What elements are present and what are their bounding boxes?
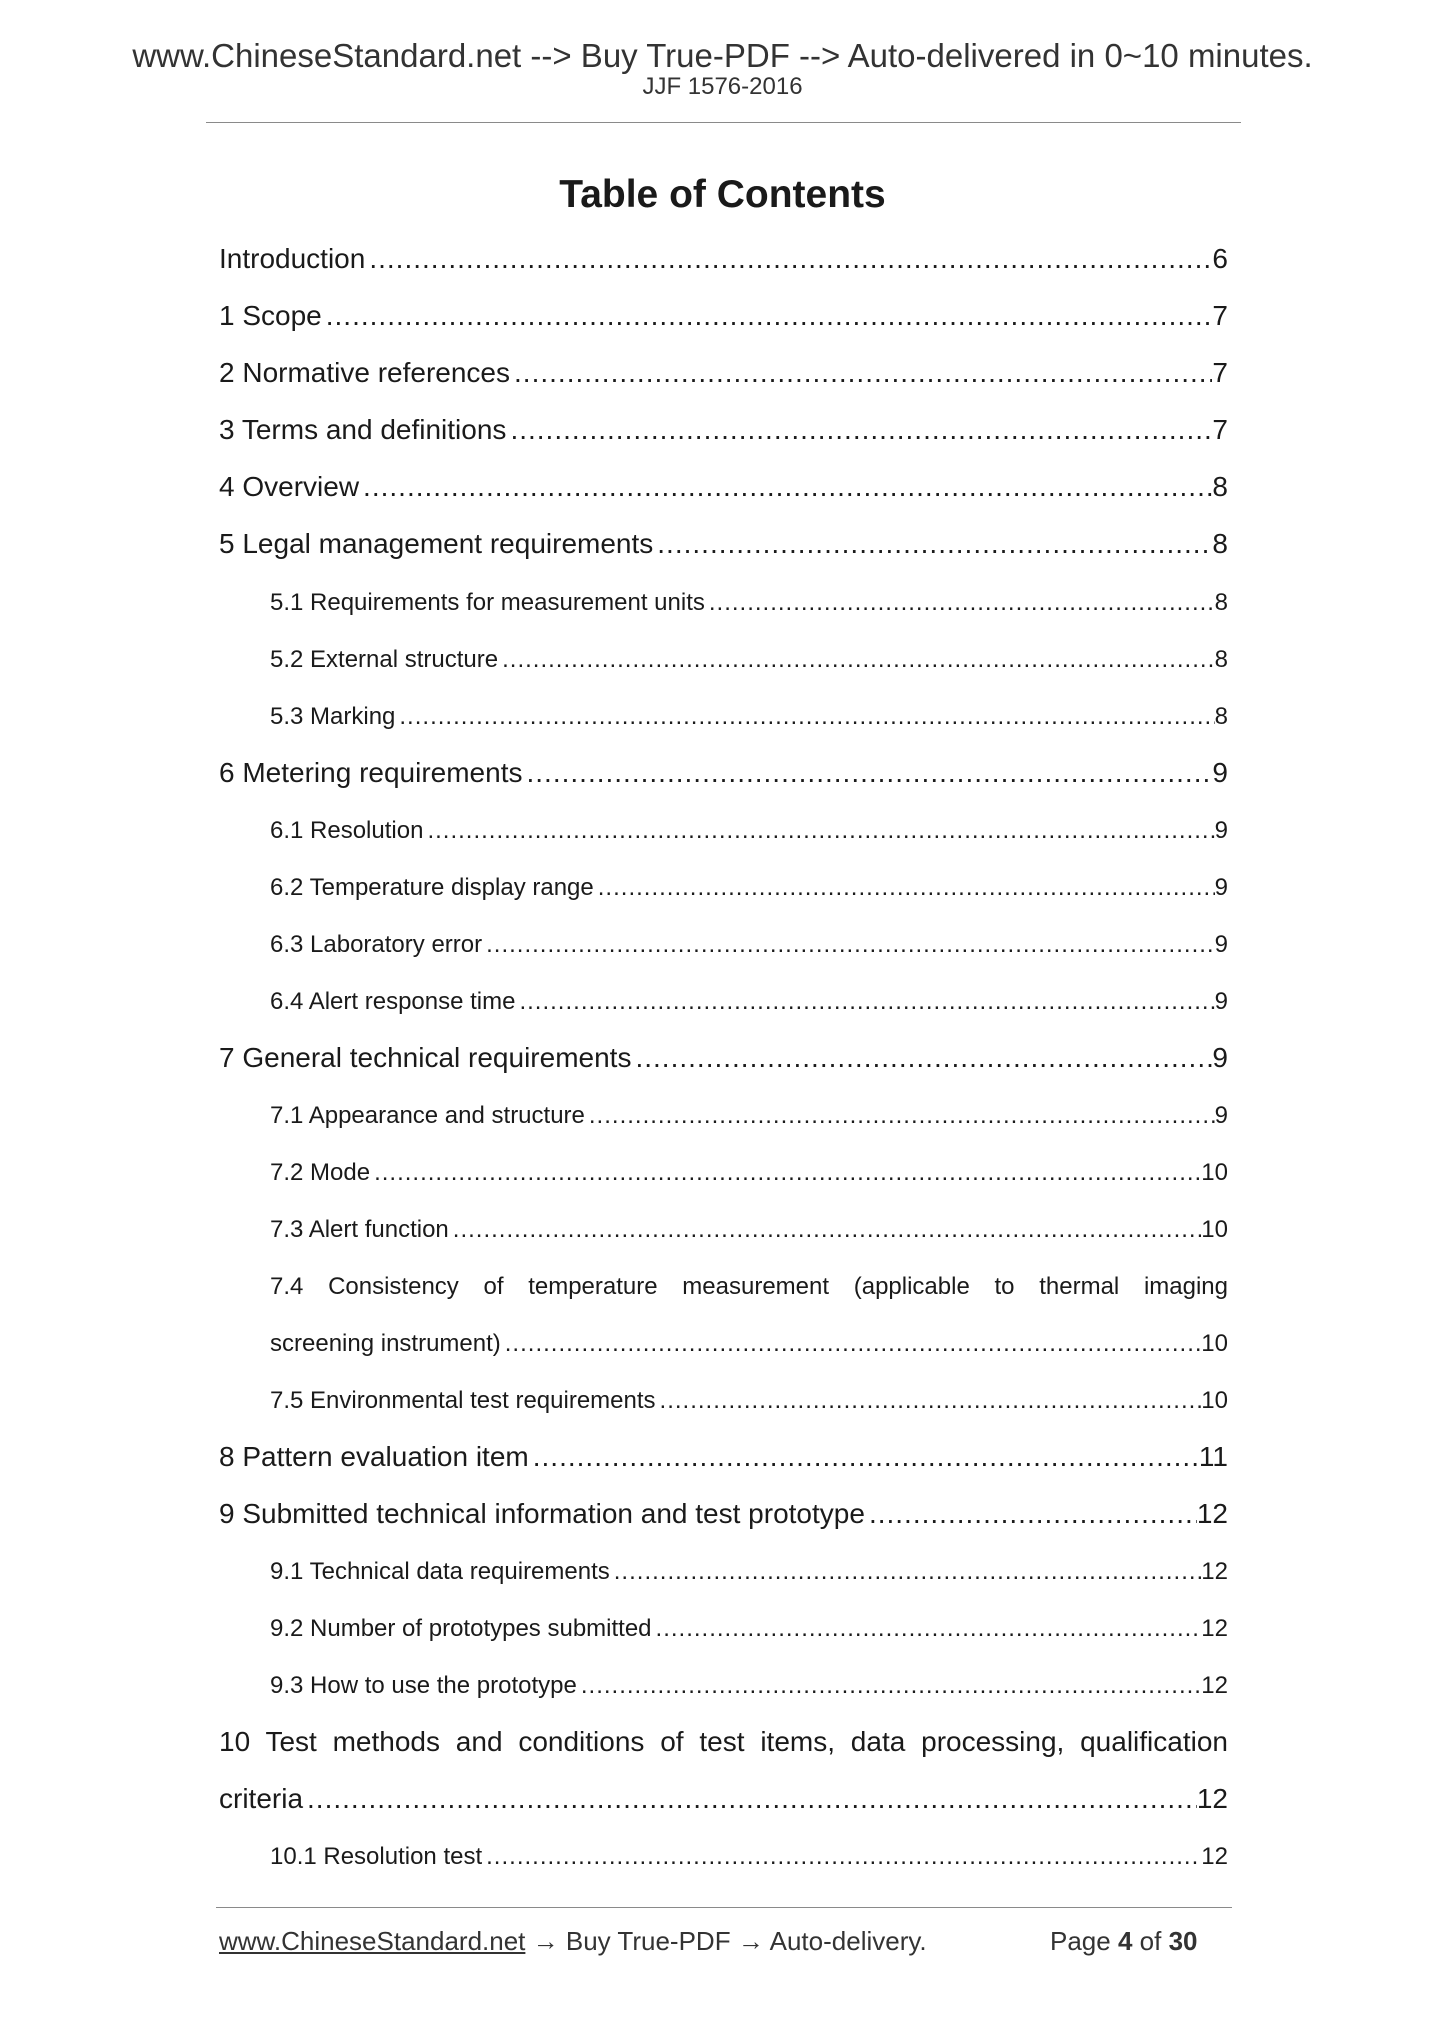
toc-entry-page: 7 xyxy=(1212,414,1228,445)
toc-leader-dots xyxy=(610,1556,1202,1588)
toc-entry-label: 9.3 How to use the prototype xyxy=(270,1672,577,1699)
toc-leader-dots xyxy=(865,1496,1197,1532)
toc-entry-label: screening instrument) xyxy=(270,1330,501,1357)
toc-entry-metering-requirements[interactable] xyxy=(219,755,1228,791)
toc-entry-label: 5.3 Marking xyxy=(270,703,396,730)
toc-entry-overview[interactable] xyxy=(219,469,1228,505)
toc-entry-label: 7.3 Alert function xyxy=(270,1216,449,1243)
header-divider xyxy=(206,122,1241,123)
header-banner: www.ChineseStandard.net --> Buy True-PDF --> Auto-delivered in 0~10 minutes. xyxy=(132,37,1313,74)
toc-entry-environmental-test[interactable] xyxy=(270,1385,1228,1417)
toc-entry-laboratory-error[interactable] xyxy=(270,929,1228,961)
toc-entry-label: 6.2 Temperature display range xyxy=(270,874,594,901)
toc-entry-page: 9 xyxy=(1212,757,1228,788)
toc-entry-label: 5.2 External structure xyxy=(270,646,499,673)
toc-entry-normative-references[interactable] xyxy=(219,355,1228,391)
toc-entry-page: 9 xyxy=(1212,1042,1228,1073)
toc-entry-label: 6.3 Laboratory error xyxy=(270,931,483,958)
toc-entry-consistency-line2[interactable] xyxy=(270,1328,1228,1360)
toc-entry-label: Introduction xyxy=(219,243,366,274)
toc-leader-dots xyxy=(395,701,1214,733)
toc-leader-dots xyxy=(656,1385,1202,1417)
arrow-right-icon: → xyxy=(532,1926,559,1956)
toc-leader-dots xyxy=(498,644,1215,676)
toc-leader-dots xyxy=(322,298,1213,334)
toc-leader-dots xyxy=(522,755,1212,791)
toc-entry-page: 12 xyxy=(1196,1498,1228,1529)
toc-leader-dots xyxy=(482,929,1215,961)
toc-entry-label: 7.2 Mode xyxy=(270,1159,371,1186)
toc-leader-dots xyxy=(501,1328,1202,1360)
toc-leader-dots xyxy=(577,1670,1201,1702)
toc-entry-page: 10 xyxy=(1201,1387,1228,1414)
toc-leader-dots xyxy=(585,1100,1215,1132)
toc-leader-dots xyxy=(449,1214,1202,1246)
toc-leader-dots xyxy=(631,1040,1212,1076)
toc-entry-page: 8 xyxy=(1212,528,1228,559)
toc-entry-test-methods-line2[interactable] xyxy=(219,1781,1228,1817)
toc-entry-page: 8 xyxy=(1212,471,1228,502)
page-indicator xyxy=(1050,1924,1198,1958)
footer-divider xyxy=(216,1907,1232,1908)
arrow-right-icon: → xyxy=(737,1926,764,1956)
toc-leader-dots xyxy=(594,872,1215,904)
toc-entry-label: 5 Legal management requirements xyxy=(219,528,654,559)
toc-entry-label: 2 Normative references xyxy=(219,357,511,388)
toc-entry-page: 10 xyxy=(1201,1330,1228,1357)
toc-entry-label: 3 Terms and definitions xyxy=(219,414,507,445)
toc-entry-page: 12 xyxy=(1201,1672,1228,1699)
toc-entry-label: 7.1 Appearance and structure xyxy=(270,1102,585,1129)
toc-leader-dots xyxy=(423,815,1214,847)
toc-leader-dots xyxy=(515,986,1214,1018)
toc-entry-submitted-information[interactable] xyxy=(219,1496,1228,1532)
page-word: Page xyxy=(1050,1926,1111,1956)
toc-entry-label: 6 Metering requirements xyxy=(219,757,523,788)
toc-leader-dots xyxy=(506,412,1212,448)
toc-entry-page: 12 xyxy=(1201,1615,1228,1642)
toc-entry-appearance-structure[interactable] xyxy=(270,1100,1228,1132)
toc-entry-page: 8 xyxy=(1214,703,1228,730)
toc-entry-technical-data[interactable] xyxy=(270,1556,1228,1588)
toc-entry-pattern-evaluation[interactable] xyxy=(219,1439,1228,1475)
toc-entry-label: 6.1 Resolution xyxy=(270,817,424,844)
footer-buy-text: Buy True-PDF xyxy=(565,1926,731,1956)
toc-leader-dots xyxy=(705,587,1215,619)
page-total: 30 xyxy=(1168,1926,1198,1956)
toc-entry-consistency-line1[interactable]: 7.4 Consistency of temperature measurement (applicable to thermal imaging xyxy=(270,1273,1228,1300)
toc-entry-page: 9 xyxy=(1214,931,1228,958)
of-word: of xyxy=(1139,1926,1162,1956)
toc-leader-dots xyxy=(529,1439,1199,1475)
toc-entry-use-prototype[interactable] xyxy=(270,1670,1228,1702)
toc-leader-dots xyxy=(510,355,1212,391)
toc-entry-label: 7.5 Environmental test requirements xyxy=(270,1387,656,1414)
toc-entry-mode[interactable] xyxy=(270,1157,1228,1189)
toc-entry-page: 9 xyxy=(1214,874,1228,901)
toc-entry-page: 12 xyxy=(1201,1558,1228,1585)
footer-site-link[interactable]: www.ChineseStandard.net xyxy=(219,1926,526,1956)
toc-leader-dots xyxy=(653,526,1212,562)
toc-entry-label: 4 Overview xyxy=(219,471,360,502)
toc-entry-alert-function[interactable] xyxy=(270,1214,1228,1246)
toc-entry-temperature-display-range[interactable] xyxy=(270,872,1228,904)
toc-entry-page: 10 xyxy=(1201,1159,1228,1186)
toc-entry-page: 9 xyxy=(1214,1102,1228,1129)
toc-entry-label: 9.2 Number of prototypes submitted xyxy=(270,1615,652,1642)
toc-entry-number-of-prototypes[interactable] xyxy=(270,1613,1228,1645)
toc-entry-test-methods-line1[interactable]: 10 Test methods and conditions of test items, data processing, qualification xyxy=(219,1726,1228,1757)
toc-entry-page: 9 xyxy=(1214,817,1228,844)
toc-entry-label: 1 Scope xyxy=(219,300,322,331)
toc-leader-dots xyxy=(359,469,1212,505)
toc-entry-label: criteria xyxy=(219,1783,304,1814)
toc-leader-dots xyxy=(303,1781,1197,1817)
toc-entry-general-technical[interactable] xyxy=(219,1040,1228,1076)
toc-leader-dots xyxy=(482,1841,1201,1873)
toc-entry-page: 7 xyxy=(1212,300,1228,331)
toc-entry-page: 10 xyxy=(1201,1216,1228,1243)
toc-entry-measurement-units[interactable] xyxy=(270,587,1228,619)
document-code: JJF 1576-2016 xyxy=(642,73,803,100)
toc-entry-terms-and-definitions[interactable] xyxy=(219,412,1228,448)
toc-entry-external-structure[interactable] xyxy=(270,644,1228,676)
toc-entry-marking[interactable] xyxy=(270,701,1228,733)
toc-leader-dots xyxy=(370,1157,1201,1189)
toc-entry-page: 12 xyxy=(1196,1783,1228,1814)
toc-entry-label: 9 Submitted technical information and test prototype xyxy=(219,1498,865,1529)
toc-entry-label: 5.1 Requirements for measurement units xyxy=(270,589,705,616)
toc-entry-page: 12 xyxy=(1201,1843,1228,1870)
toc-entry-label: 8 Pattern evaluation item xyxy=(219,1441,529,1472)
toc-entry-resolution-test[interactable] xyxy=(270,1841,1228,1873)
toc-entry-page: 7 xyxy=(1212,357,1228,388)
toc-title: Table of Contents xyxy=(559,173,886,216)
toc-entry-legal-management[interactable] xyxy=(219,526,1228,562)
toc-entry-page: 11 xyxy=(1198,1441,1228,1472)
footer-delivery-text: Auto-delivery. xyxy=(769,1926,927,1956)
toc-entry-introduction[interactable] xyxy=(219,241,1228,277)
toc-entry-label: 7 General technical requirements xyxy=(219,1042,632,1073)
toc-entry-resolution[interactable] xyxy=(270,815,1228,847)
toc-entry-label: 10.1 Resolution test xyxy=(270,1843,483,1870)
toc-entry-scope[interactable] xyxy=(219,298,1228,334)
toc-entry-page: 6 xyxy=(1212,243,1228,274)
toc-entry-page: 9 xyxy=(1214,988,1228,1015)
toc-entry-alert-response-time[interactable] xyxy=(270,986,1228,1018)
toc-leader-dots xyxy=(365,241,1212,277)
toc-leader-dots xyxy=(652,1613,1202,1645)
footer-left xyxy=(219,1924,927,1958)
toc-entry-label: 9.1 Technical data requirements xyxy=(270,1558,610,1585)
toc-entry-page: 8 xyxy=(1214,646,1228,673)
toc-entry-page: 8 xyxy=(1214,589,1228,616)
page-current: 4 xyxy=(1117,1926,1133,1956)
toc-entry-label: 6.4 Alert response time xyxy=(270,988,516,1015)
